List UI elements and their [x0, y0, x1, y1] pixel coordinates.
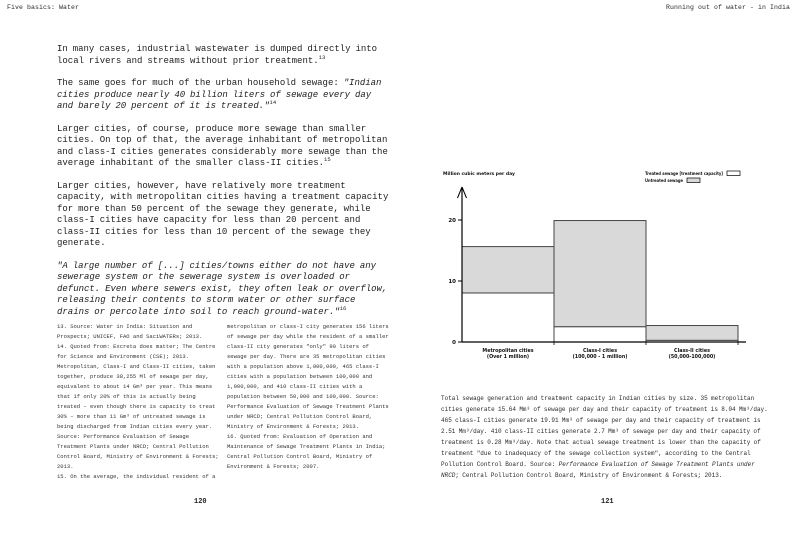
paragraph-larger-cities-sewage [57, 124, 390, 170]
bar-untreated-1 [554, 221, 646, 327]
body-text [57, 44, 390, 329]
x-axis-label-0: (Over 1 million) [486, 355, 530, 360]
footnote-item: 13. Source: Water in India: Situation and Prospects; UNICEF, FAO and SaciWATERs; 2013. [57, 323, 203, 340]
chart-svg [440, 164, 770, 376]
x-axis-label-2: Class-II cities [674, 349, 710, 354]
footnote-marker: 15 [324, 156, 331, 163]
running-header-left: Five basics: Water [7, 4, 80, 11]
footnote-column-1 [57, 322, 219, 482]
text-run: ; Central Pollution Control Board, Ministry of Environment & Forests; 2013. [455, 472, 723, 479]
paragraph-industrial-wastewater [57, 44, 390, 67]
page-number-left: 120 [194, 498, 207, 506]
legend-swatch-1 [687, 178, 700, 183]
y-tick-label-20: 20 [448, 218, 456, 224]
legend-label-0: Treated sewage [treatment capacity] [645, 172, 736, 177]
footnote-marker: 16 [339, 304, 347, 312]
paragraph-household-sewage-quote [57, 78, 390, 113]
text-run: "Indian cities produce nearly 40 billion liters of sewage every day and barely 20 percent of it is treated." [57, 78, 382, 111]
text-run: Larger cities, however, have relatively more treatment capacity, with metropolitan cities having a treatment capacity for more than 50 percent of the sewage they generate, while class-I cities have capacity for less than 20 percent and class-II cities for less than 10 percent of the sewage they generate. [57, 180, 389, 248]
paragraph-sewerage-quote [57, 261, 390, 319]
legend-swatch-0 [727, 171, 740, 176]
y-tick-label-10: 10 [448, 279, 456, 285]
text-run: Performance Evaluation of Sewage Treatment Plants under NRCD [441, 461, 755, 479]
footnote-item: metropolitan or class-I city generates 156 liters of sewage per day while the resident of a smaller class-II city generates "only" 90 liters of sewage per day. There are 35 metropolitan cities with a population above 1,000,000, 465 class-I cities with a population between 100,000 and 1,000,000, and 410 class-II cities with a population between 50,000 and 100,000. Source: Performance Evaluation of Sewage Treatment Plants under NRCD; Central Pollution Control Board, Ministry of Environment & Forests; 2013. [227, 323, 389, 430]
footnote-item: 14. Quoted from: Excreta does matter; The Centre for Science and Environment (CSE); 2013. Metropolitan, Class-I and Class-II cities, taken together, produce 38,255 Ml of sewage per day, equivalent to about 14 Gm³ per year. This means that if only 20% of this is actually being treated – even though there is capacity to treat 30% – more than 11 Gm³ of untreated sewage is being discharged from Indian cities every year. Source: Performance Evaluation of Sewage Treatment Plants under NRCD; Central Pollution Control Board, Ministry of Environment & Forests; 2013. [57, 343, 219, 470]
x-axis-label-1: (100,000 - 1 million) [572, 355, 628, 360]
chart-caption [441, 393, 775, 481]
footnote-marker: 14 [269, 99, 277, 106]
bar-treated-1 [554, 327, 646, 342]
text-run: In many cases, industrial wastewater is dumped directly into local rivers and streams without prior treatment. [57, 44, 378, 66]
y-tick-label-0: 0 [452, 340, 456, 346]
y-axis-title: Million cubic meters per day [443, 172, 515, 177]
bar-treated-0 [462, 293, 554, 342]
text-run: "A large number of [...] cities/towns either do not have any sewerage system or the sewerage system is overloaded or defunct. Even where sewers exist, they often leak or overflow, releasing their contents to storm water or other surface drains or percolate into soil to reach ground-water." [57, 260, 388, 317]
paragraph-treatment-capacity [57, 181, 390, 250]
footnote-column-2 [227, 322, 389, 482]
text-run: Larger cities, of course, produce more sewage than smaller cities. On top of that, the average inhabitant of metropolitan and class-I cities generates considerably more sewage than the average inhabitant of the smaller class-II cities. [57, 123, 388, 168]
page-number-right: 121 [601, 498, 614, 506]
footnote-item: 16. Quoted from: Evaluation of Operation and Maintenance of Sewage Treatment Plants in India; Central Pollution Control Board, Ministry of Environment & Forests; 2007. [227, 433, 386, 470]
text-run: Total sewage generation and treatment capacity in Indian cities by size. 35 metropolitan cities generate 15.64 Mm³ of sewage per day and their capacity of treatment is 8.04 Mm³/day. 465 class-I cities generate 19.91 Mm³ of sewage per day and their capacity of treatment is 2.51 Mm³/day. 410 class-II cities generate 2.7 Mm³ of sewage per day and their capacity of treatment is 0.28 Mm³/day. Note that actual sewage treatment is lower than the capacity of treatment "due to inadequacy of the sewage collection system", according to the Central Pollution Control Board. Source: [441, 395, 768, 468]
x-axis-label-1: Class-I cities [582, 349, 618, 354]
bar-untreated-0 [462, 247, 554, 293]
running-header-right: Running out of water - in India [665, 4, 790, 11]
sewage-chart [440, 164, 770, 376]
x-axis-label-2: (50,000-100,000) [668, 355, 716, 360]
text-run: The same goes for much of the urban household sewage: [57, 78, 344, 88]
footnote-marker: 13 [318, 53, 326, 61]
bar-untreated-2 [646, 326, 738, 341]
footnote-item: 15. On the average, the individual resident of a [57, 473, 216, 480]
footnotes [57, 322, 390, 482]
legend-label-1: Untreated sewage [645, 179, 690, 184]
x-axis-label-0: Metropolitan cities [482, 349, 534, 354]
